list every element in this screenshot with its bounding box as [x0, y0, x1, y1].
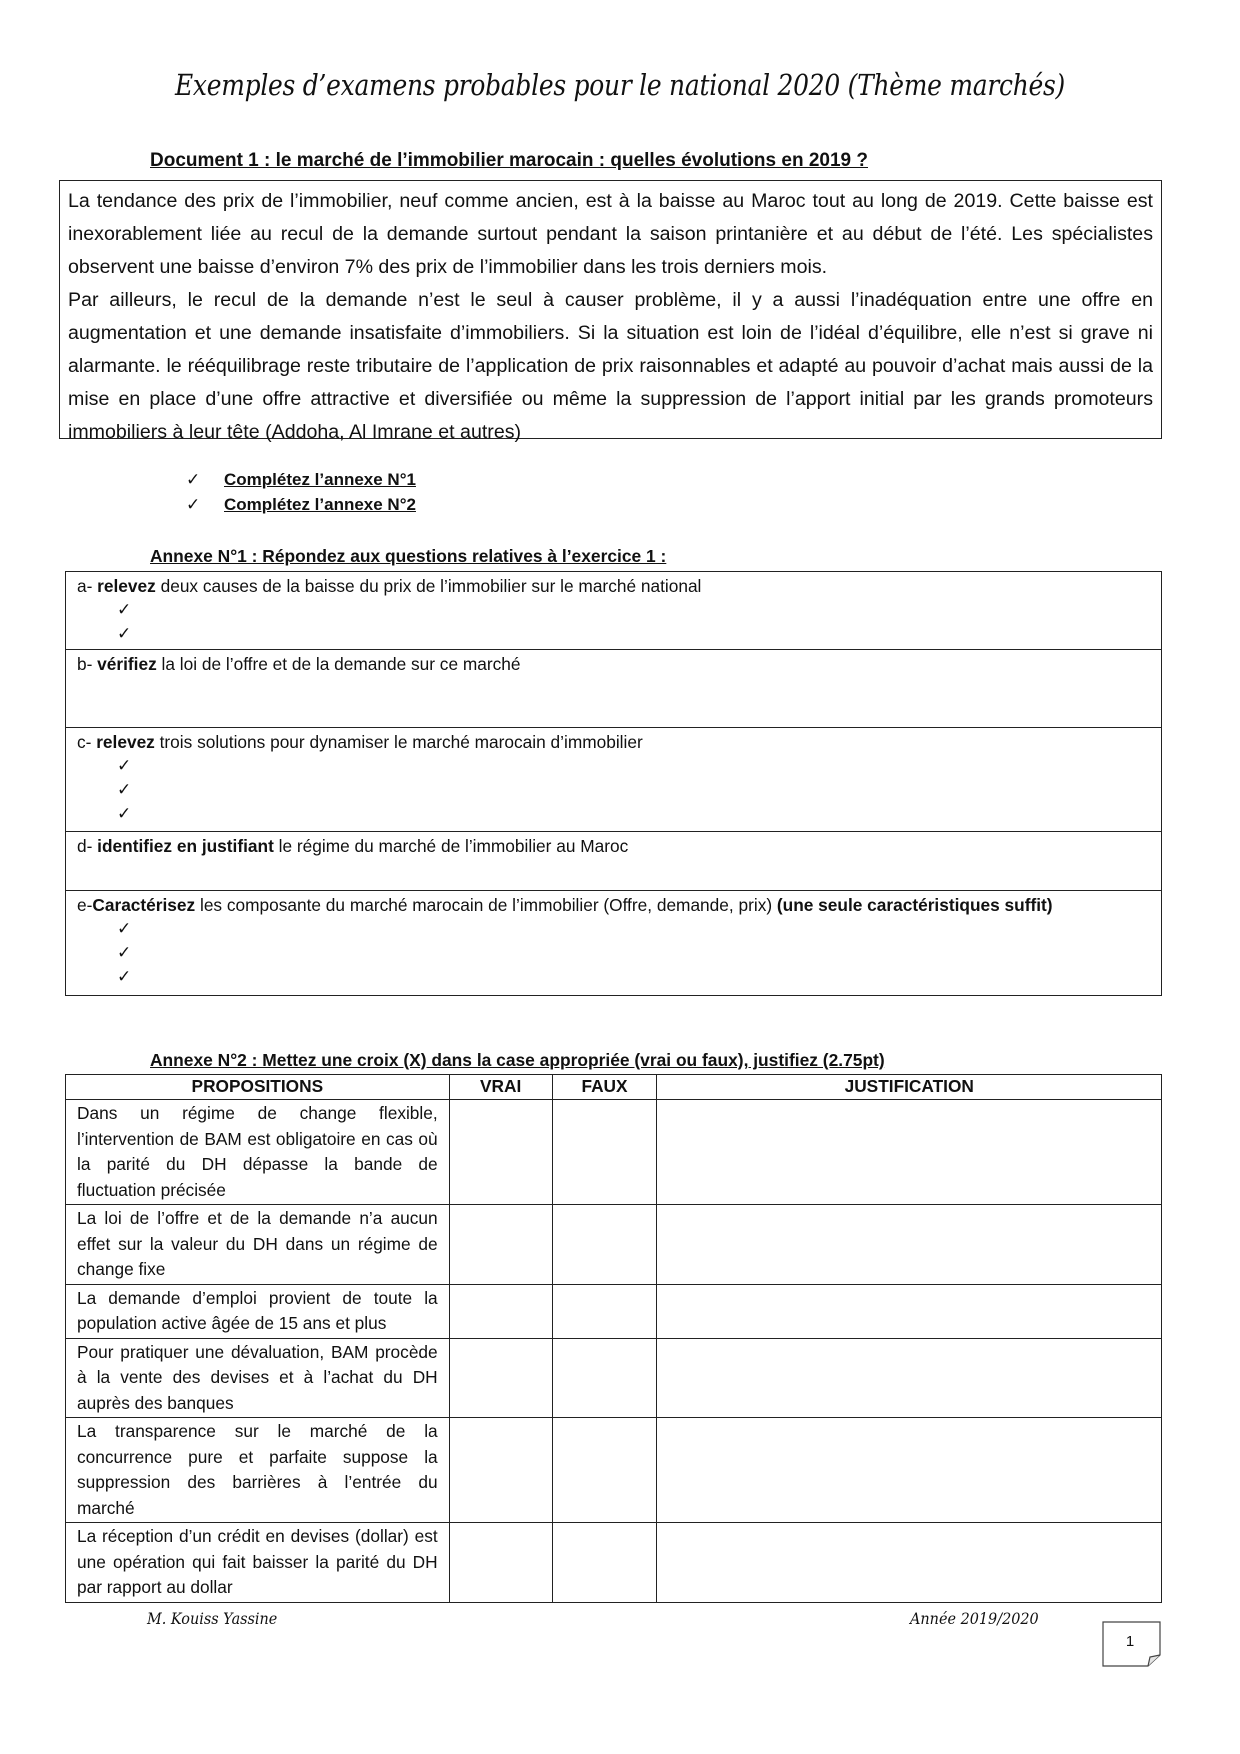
proposition-text: La loi de l’offre et de la demande n’a aucun effet sur la valeur du DH dans un régime de change fixe [66, 1205, 450, 1285]
page-title: Exemples d’examens probables pour le national 2020 (Thème marchés) [174, 68, 1066, 102]
checkmark-icon: ✓ [117, 624, 132, 643]
annexe1-question-a[interactable] [66, 572, 1161, 650]
question-text: d- identifiez en justifiant le régime du marché de l’immobilier au Maroc [77, 836, 629, 856]
question-text: b- vérifiez la loi de l’offre et de la demande sur ce marché [77, 654, 521, 674]
proposition-text: Dans un régime de change flexible, l’intervention de BAM est obligatoire en cas où la parité du DH dépasse la bande de fluctuation précisée [66, 1100, 450, 1205]
annexe1-table [65, 571, 1162, 996]
annexe1-question-c[interactable] [66, 728, 1161, 832]
vrai-cell[interactable] [449, 1284, 552, 1338]
proposition-text: Pour pratiquer une dévaluation, BAM procède à la vente des devises et à l’achat du DH auprès des banques [66, 1338, 450, 1418]
checkmark-icon: ✓ [117, 967, 132, 986]
vrai-cell[interactable] [449, 1338, 552, 1418]
checkmark-icon: ✓ [117, 919, 132, 938]
checkmark-icon: ✓ [186, 470, 201, 489]
checkmark-icon: ✓ [186, 495, 201, 514]
vrai-cell[interactable] [449, 1418, 552, 1523]
document-paragraph-1: La tendance des prix de l’immobilier, neuf comme ancien, est à la baisse au Maroc tout au long de 2019. Cette baisse est inexorablement liée au recul de la demande surtout pendant la saison printanière et au début de l’été. Les spécialistes observent une baisse d’environ 7% des prix de l’immobilier dans les trois derniers mois. [68, 190, 1153, 278]
proposition-text: La transparence sur le marché de la concurrence pure et parfaite suppose la suppression des barrières à l’entrée du marché [66, 1418, 450, 1523]
faux-cell[interactable] [552, 1100, 657, 1205]
annexe1-question-b[interactable] [66, 650, 1161, 728]
footer-author: M. Kouiss Yassine [147, 1609, 278, 1628]
proposition-text: La demande d’emploi provient de toute la population active âgée de 15 ans et plus [66, 1284, 450, 1338]
instruction-label: Complétez l’annexe N°2 [224, 495, 416, 514]
justification-cell[interactable] [657, 1338, 1162, 1418]
document-heading: Document 1 : le marché de l’immobilier marocain : quelles évolutions en 2019 ? [150, 150, 868, 171]
justification-cell[interactable] [657, 1418, 1162, 1523]
faux-cell[interactable] [552, 1338, 657, 1418]
table-row [66, 1205, 1162, 1285]
vrai-cell[interactable] [449, 1523, 552, 1603]
faux-cell[interactable] [552, 1205, 657, 1285]
question-text: c- relevez trois solutions pour dynamiser le marché marocain d’immobilier [77, 732, 643, 752]
justification-cell[interactable] [657, 1284, 1162, 1338]
faux-cell[interactable] [552, 1523, 657, 1603]
table-row [66, 1338, 1162, 1418]
table-row [66, 1523, 1162, 1603]
checkmark-icon: ✓ [117, 600, 132, 619]
table-row [66, 1418, 1162, 1523]
faux-cell[interactable] [552, 1418, 657, 1523]
annexe2-heading: Annexe N°2 : Mettez une croix (X) dans la case appropriée (vrai ou faux), justifiez (2.75pt) [150, 1050, 885, 1070]
document-paragraph-2: Par ailleurs, le recul de la demande n’est le seul à causer problème, il y a aussi l’inadéquation entre une offre en augmentation et une demande insatisfaite d’immobiliers. Si la situation est loin de l’idéal d’équilibre, elle n’est si grave ni alarmante. le rééquilibrage reste tributaire de l’application de prix raisonnables et adapté au pouvoir d’achat mais aussi de la mise en place d’une offre attractive et diversifiée ou même la suppression de l’apport initial par les grands promoteurs immobiliers à leur tête (Addoha, Al Imrane et autres) [68, 289, 1153, 443]
question-text: a- relevez deux causes de la baisse du prix de l’immobilier sur le marché national [77, 576, 702, 596]
instruction-item-1 [186, 470, 416, 490]
header-faux: FAUX [552, 1075, 657, 1100]
document-text-box [59, 180, 1162, 443]
justification-cell[interactable] [657, 1523, 1162, 1603]
vrai-cell[interactable] [449, 1100, 552, 1205]
justification-cell[interactable] [657, 1205, 1162, 1285]
annexe2-table [65, 1074, 1162, 1603]
header-vrai: VRAI [449, 1075, 552, 1100]
proposition-text: La réception d’un crédit en devises (dollar) est une opération qui fait baisser la parité du DH par rapport au dollar [66, 1523, 450, 1603]
instruction-item-2 [186, 495, 416, 515]
page-number-box [1102, 1621, 1162, 1667]
checkmark-icon: ✓ [117, 943, 132, 962]
annexe2-header-row [66, 1075, 1162, 1100]
header-propositions: PROPOSITIONS [66, 1075, 450, 1100]
faux-cell[interactable] [552, 1284, 657, 1338]
checkmark-icon: ✓ [117, 780, 132, 799]
annexe1-question-d[interactable] [66, 832, 1161, 891]
annexe1-heading: Annexe N°1 : Répondez aux questions relatives à l’exercice 1 : [150, 546, 667, 566]
page-number: 1 [1125, 1633, 1135, 1650]
table-row [66, 1284, 1162, 1338]
vrai-cell[interactable] [449, 1205, 552, 1285]
checkmark-icon: ✓ [117, 756, 132, 775]
table-row [66, 1100, 1162, 1205]
header-justification: JUSTIFICATION [657, 1075, 1162, 1100]
checkmark-icon: ✓ [117, 804, 132, 823]
justification-cell[interactable] [657, 1100, 1162, 1205]
footer-year: Année 2019/2020 [910, 1609, 1039, 1628]
instruction-label: Complétez l’annexe N°1 [224, 470, 416, 489]
annexe1-question-e[interactable] [66, 891, 1161, 995]
question-text: e-Caractérisez les composante du marché marocain de l’immobilier (Offre, demande, prix) (une seule caractéristiques suffit) [77, 895, 1053, 915]
